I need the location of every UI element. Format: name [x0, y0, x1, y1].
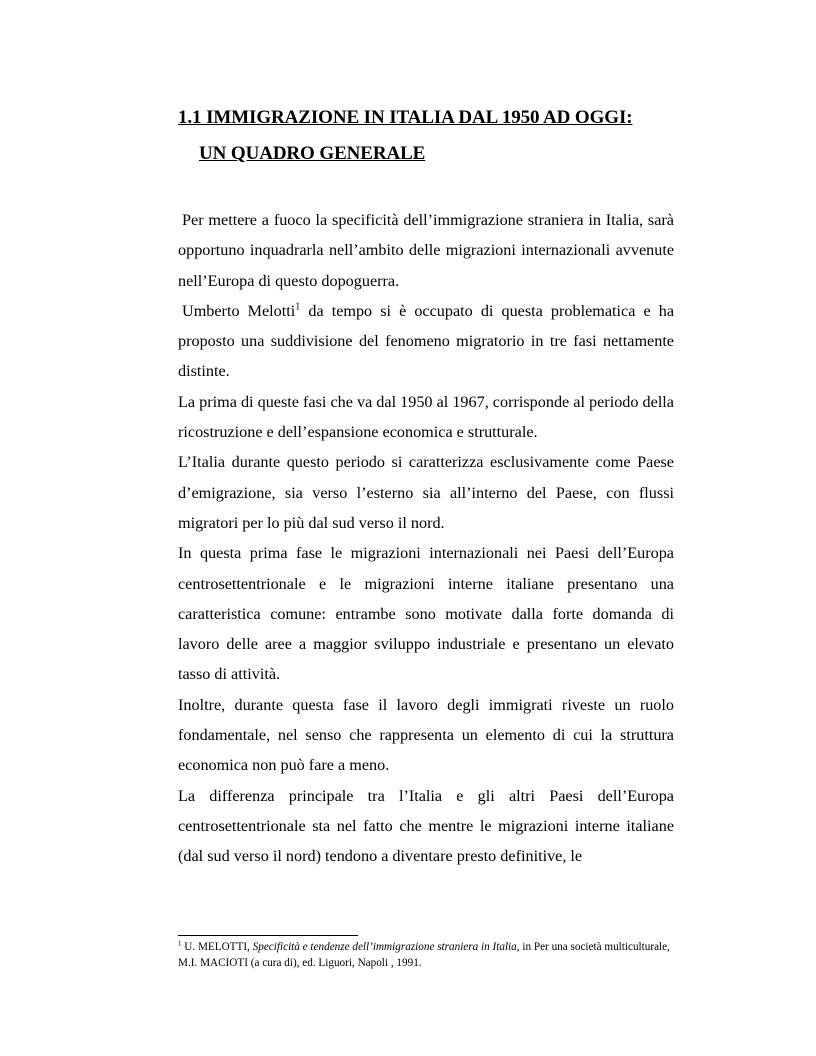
footnote-separator: [178, 935, 358, 936]
footnote-number: 1: [178, 939, 182, 948]
paragraph-2-rest: da tempo si è occupato di questa problematica e ha proposto una suddivisione del fenomeno migratorio in tre fasi nettamente distinte.: [178, 301, 674, 381]
paragraph-3: La prima di queste fasi che va dal 1950 al 1967, corrisponde al periodo della ricostruzione e dell’espansione economica e strutturale.: [178, 392, 674, 442]
paragraph-5: In questa prima fase le migrazioni internazionali nei Paesi dell’Europa centrosettentrionale e le migrazioni interne italiane presentano una caratteristica comune: entrambe sono motivate dalla forte domanda di lavoro delle aree a maggior sviluppo industriale e presentano un elevato tasso di attività.: [178, 544, 674, 684]
footnote-author: U. MELOTTI,: [181, 941, 253, 953]
paragraph-2-start: Umberto Melotti: [182, 301, 296, 320]
paragraph-6: Inoltre, durante questa fase il lavoro degli immigrati riveste un ruolo fondamentale, nel senso che rappresenta un elemento di cui la struttura economica non può fare a meno.: [178, 695, 674, 775]
body-text: [178, 205, 674, 872]
paragraph-7: La differenza principale tra l’Italia e gli altri Paesi dell’Europa centrosettentrionale sta nel fatto che mentre le migrazioni interne italiane (dal sud verso il nord) tendono a diventare presto definitive, le: [178, 786, 674, 866]
footnote-rest: , in Per una società multiculturale, M.I. MACIOTI (a cura di), ed. Liguori, Napoli , 1991.: [178, 941, 670, 969]
paragraph-4: L’Italia durante questo periodo si caratterizza esclusivamente come Paese d’emigrazione, sia verso l’esterno sia all’interno del Paese, con flussi migratori per lo più dal sud verso il nord.: [178, 453, 674, 532]
paragraph-1: Per mettere a fuoco la specificità dell’immigrazione straniera in Italia, sarà opportuno inquadrarla nell’ambito delle migrazioni internazionali avvenute nell’Europa di questo dopoguerra.: [178, 211, 674, 290]
paragraph-2: [178, 296, 674, 387]
footnote-title: Specificità e tendenze dell’immigrazione straniera in Italia: [252, 941, 517, 953]
footnote: [178, 940, 674, 971]
chapter-heading-line-1: 1.1 IMMIGRAZIONE IN ITALIA DAL 1950 AD OGGI:: [178, 107, 633, 128]
chapter-heading-line-2: UN QUADRO GENERALE: [199, 143, 426, 164]
footnote-reference: 1: [295, 301, 301, 313]
